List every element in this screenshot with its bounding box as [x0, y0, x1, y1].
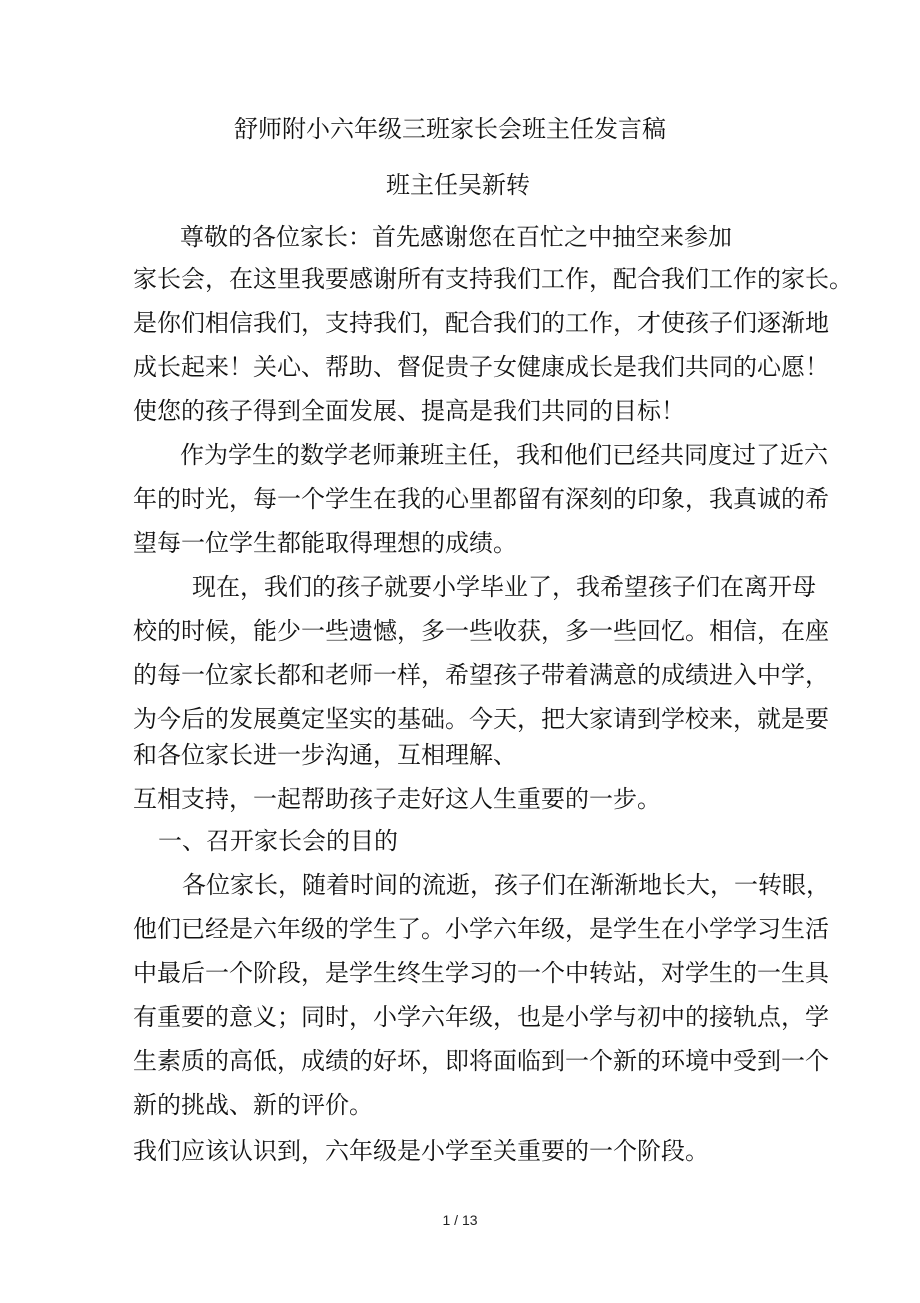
paragraph-line: 为今后的发展奠定坚实的基础。今天，把大家请到学校来，就是要 [133, 705, 829, 733]
paragraph-line: 互相支持，一起帮助孩子走好这人生重要的一步。 [133, 785, 661, 813]
paragraph-line: 有重要的意义；同时，小学六年级，也是小学与初中的接轨点，学 [133, 1003, 829, 1031]
paragraph-line: 他们已经是六年级的学生了。小学六年级，是学生在小学学习生活 [133, 915, 829, 943]
paragraph-line: 望每一位学生都能取得理想的成绩。 [133, 529, 517, 557]
paragraph-line: 现在，我们的孩子就要小学毕业了，我希望孩子们在离开母 [192, 573, 816, 601]
paragraph-line: 的每一位家长都和老师一样，希望孩子带着满意的成绩进入中学， [133, 661, 829, 689]
paragraph-line: 各位家长，随着时间的流逝，孩子们在渐渐地长大，一转眼， [182, 871, 830, 899]
page-number: 1 / 13 [442, 1212, 478, 1228]
paragraph-line: 尊敬的各位家长：首先感谢您在百忙之中抽空来参加 [180, 223, 732, 251]
paragraph-line: 作为学生的数学老师兼班主任，我和他们已经共同度过了近六 [180, 441, 828, 469]
paragraph-line: 使您的孩子得到全面发展、提高是我们共同的目标！ [133, 397, 685, 425]
section-heading: 一、召开家长会的目的 [158, 827, 398, 855]
document-author: 班主任吴新转 [386, 171, 530, 199]
paragraph-line: 是你们相信我们，支持我们，配合我们的工作，才使孩子们逐渐地 [133, 309, 829, 337]
paragraph-line: 成长起来！关心、帮助、督促贵子女健康成长是我们共同的心愿！ [133, 353, 829, 381]
paragraph-line: 家长会，在这里我要感谢所有支持我们工作，配合我们工作的家长。 [133, 265, 853, 293]
paragraph-line: 我们应该认识到，六年级是小学至关重要的一个阶段。 [133, 1137, 709, 1165]
paragraph-line: 中最后一个阶段，是学生终生学习的一个中转站，对学生的一生具 [133, 959, 829, 987]
paragraph-line: 和各位家长进一步沟通，互相理解、 [133, 741, 517, 769]
paragraph-line: 年的时光，每一个学生在我的心里都留有深刻的印象，我真诚的希 [133, 485, 829, 513]
paragraph-line: 校的时候，能少一些遗憾，多一些收获，多一些回忆。相信，在座 [133, 617, 829, 645]
paragraph-line: 生素质的高低，成绩的好坏，即将面临到一个新的环境中受到一个 [133, 1047, 829, 1075]
document-title: 舒师附小六年级三班家长会班主任发言稿 [234, 115, 666, 143]
paragraph-line: 新的挑战、新的评价。 [133, 1091, 373, 1119]
